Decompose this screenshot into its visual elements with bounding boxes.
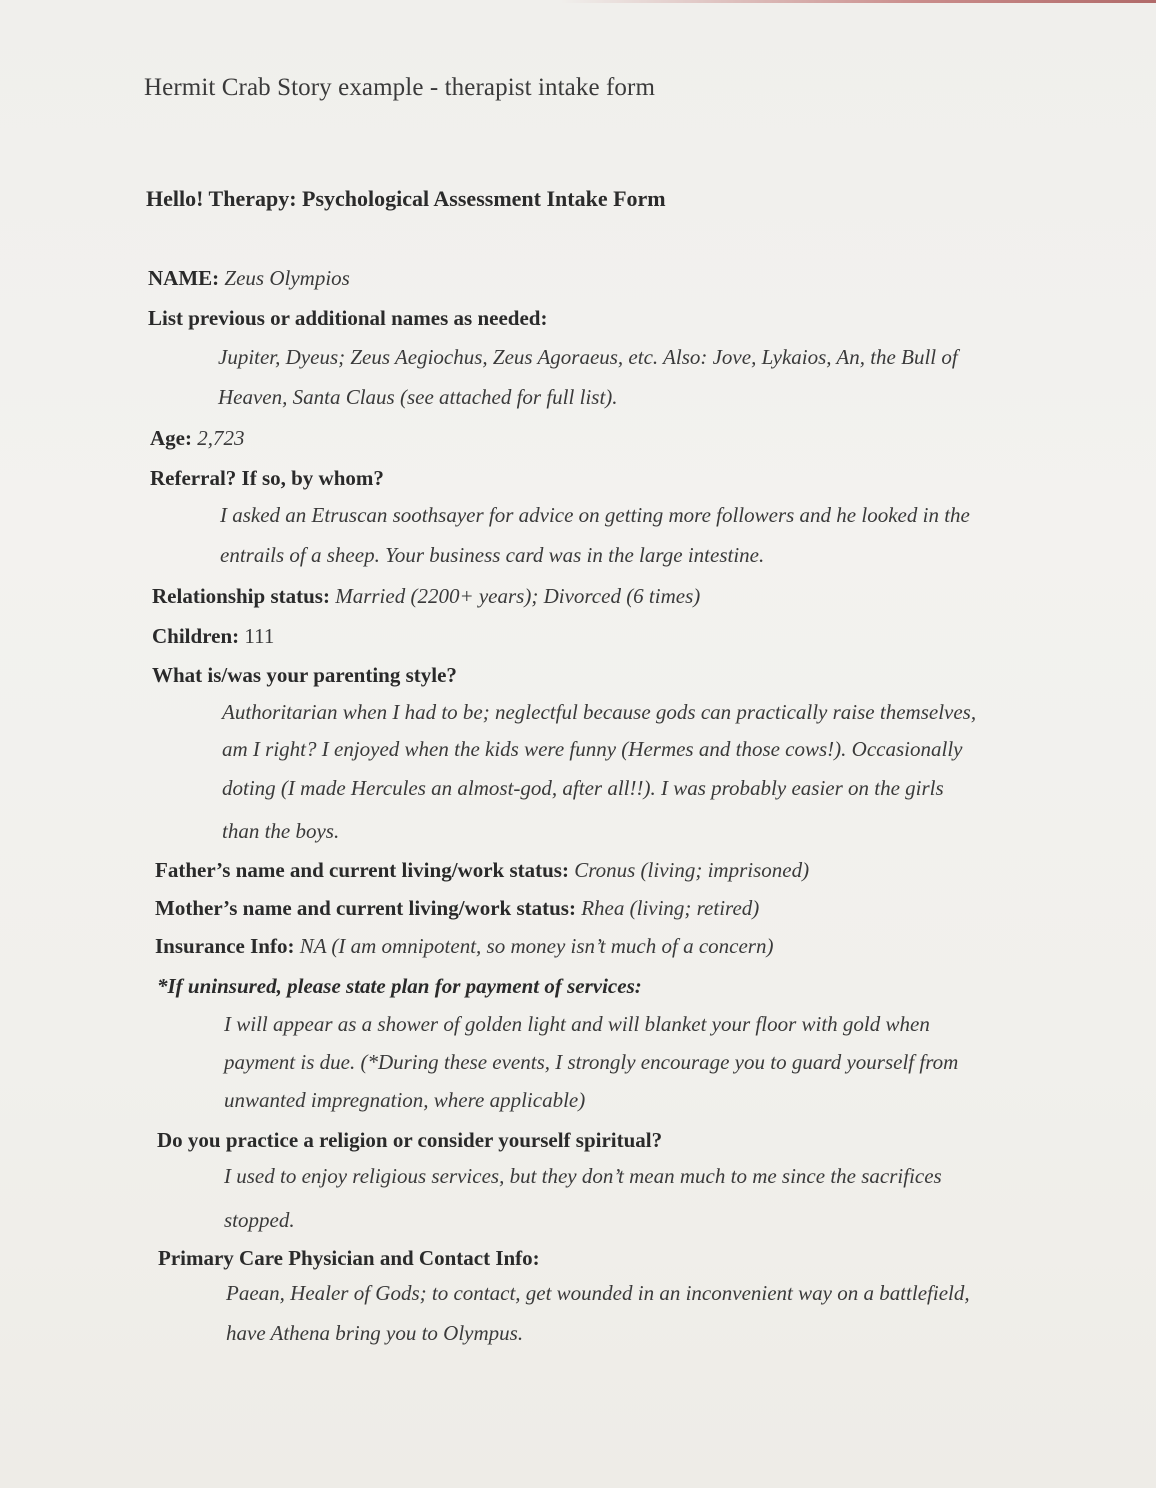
page-edge-shadow bbox=[560, 0, 1156, 3]
age-row bbox=[150, 426, 244, 451]
children-value: 111 bbox=[244, 624, 275, 648]
children-row bbox=[152, 624, 274, 649]
parenting-line: doting (I made Hercules an almost-god, after all!!). I was probably easier on the girls bbox=[222, 776, 944, 800]
document-header: Hermit Crab Story example - therapist intake form bbox=[144, 74, 656, 101]
children-label: Children: bbox=[152, 624, 240, 648]
parenting-label: What is/was your parenting style? bbox=[152, 663, 457, 687]
referral-line: I asked an Etruscan soothsayer for advice on getting more followers and he looked in the bbox=[220, 503, 970, 527]
name-value: Zeus Olympios bbox=[224, 266, 350, 290]
name-row bbox=[148, 266, 350, 291]
form-title: Hello! Therapy: Psychological Assessment Intake Form bbox=[146, 186, 666, 211]
age-value: 2,723 bbox=[197, 426, 245, 450]
physician-line: Paean, Healer of Gods; to contact, get wounded in an inconvenient way on a battlefield, bbox=[226, 1281, 970, 1305]
relationship-value: Married (2200+ years); Divorced (6 times) bbox=[335, 584, 701, 608]
mother-label: Mother’s name and current living/work status: bbox=[155, 896, 576, 920]
previous-names-label: List previous or additional names as needed: bbox=[148, 306, 548, 330]
mother-value: Rhea (living; retired) bbox=[581, 896, 760, 920]
relationship-label: Relationship status: bbox=[152, 584, 330, 608]
father-label: Father’s name and current living/work status: bbox=[155, 858, 569, 882]
referral-line: entrails of a sheep. Your business card was in the large intestine. bbox=[220, 543, 765, 567]
age-label: Age: bbox=[150, 426, 192, 450]
religion-line: stopped. bbox=[224, 1208, 295, 1232]
uninsured-line: I will appear as a shower of golden light and will blanket your floor with gold when bbox=[224, 1012, 930, 1036]
referral-label: Referral? If so, by whom? bbox=[150, 466, 384, 490]
name-label: NAME: bbox=[148, 266, 220, 290]
previous-names-line: Heaven, Santa Claus (see attached for full list). bbox=[218, 385, 618, 409]
relationship-row bbox=[152, 584, 700, 609]
religion-line: I used to enjoy religious services, but they don’t mean much to me since the sacrifices bbox=[224, 1164, 942, 1188]
uninsured-line: unwanted impregnation, where applicable) bbox=[224, 1088, 586, 1112]
father-row bbox=[155, 858, 809, 883]
insurance-row bbox=[155, 934, 773, 959]
previous-names-line: Jupiter, Dyeus; Zeus Aegiochus, Zeus Agoraeus, etc. Also: Jove, Lykaios, An, the Bull of bbox=[218, 345, 958, 369]
uninsured-label: *If uninsured, please state plan for payment of services: bbox=[157, 974, 642, 998]
parenting-line: Authoritarian when I had to be; neglectful because gods can practically raise themselves, bbox=[222, 700, 977, 724]
parenting-line: than the boys. bbox=[222, 819, 340, 843]
mother-row bbox=[155, 896, 759, 921]
physician-label: Primary Care Physician and Contact Info: bbox=[158, 1246, 540, 1270]
insurance-value: NA (I am omnipotent, so money isn’t much of a concern) bbox=[299, 934, 774, 958]
parenting-line: am I right? I enjoyed when the kids were funny (Hermes and those cows!). Occasionally bbox=[222, 737, 963, 761]
physician-line: have Athena bring you to Olympus. bbox=[226, 1321, 524, 1345]
father-value: Cronus (living; imprisoned) bbox=[574, 858, 810, 882]
uninsured-line: payment is due. (*During these events, I strongly encourage you to guard yourself from bbox=[224, 1050, 959, 1074]
insurance-label: Insurance Info: bbox=[155, 934, 295, 958]
religion-label: Do you practice a religion or consider yourself spiritual? bbox=[157, 1128, 663, 1152]
